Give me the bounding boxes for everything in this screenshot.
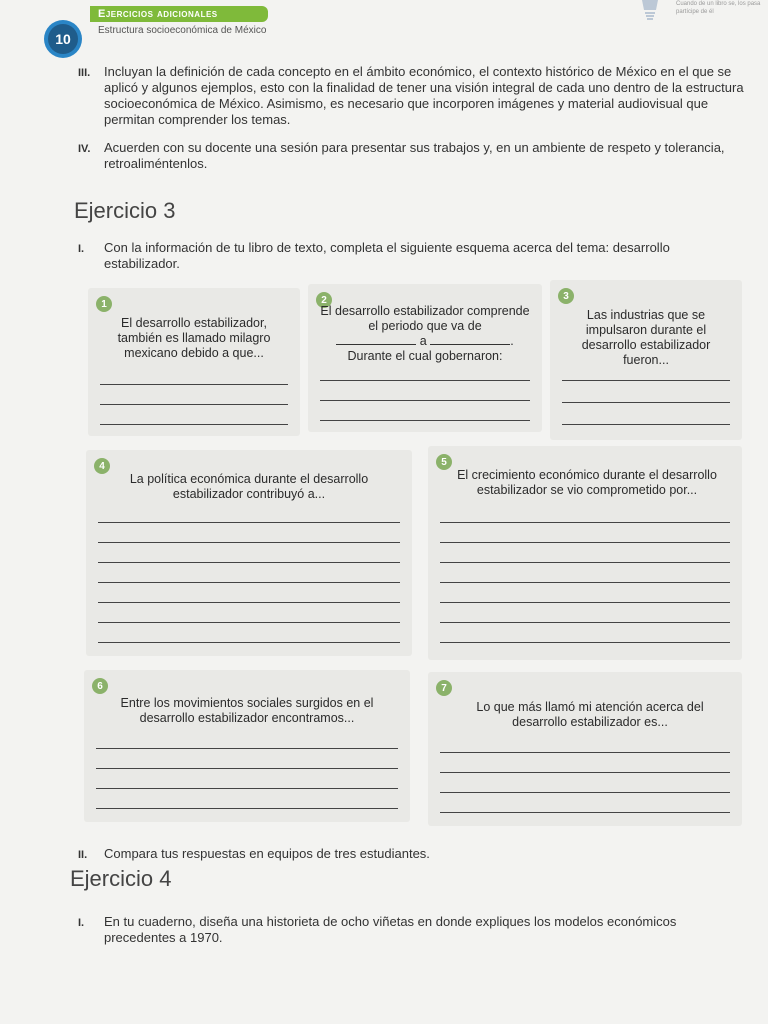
answer-line[interactable] xyxy=(100,404,288,405)
box-number: 7 xyxy=(436,680,452,696)
box-prompt: Entre los movimientos sociales surgidos en el desarrollo estabilizador encontramos... xyxy=(120,696,374,725)
instruction-text: Con la información de tu libro de texto, completa el siguiente esquema acerca del tema: desarrollo estabilizador. xyxy=(104,240,670,271)
answer-line[interactable] xyxy=(100,424,288,425)
answer-line[interactable] xyxy=(440,562,730,563)
answer-line[interactable] xyxy=(440,792,730,793)
instruction-iv xyxy=(78,140,748,172)
scheme-box-2 xyxy=(308,284,542,432)
answer-line[interactable] xyxy=(440,582,730,583)
answer-line[interactable] xyxy=(440,622,730,623)
answer-line[interactable] xyxy=(440,522,730,523)
answer-line[interactable] xyxy=(562,424,730,425)
scheme-box-3 xyxy=(550,280,742,440)
exercise-3-instruction xyxy=(78,240,748,272)
instruction-number: I. xyxy=(78,243,85,255)
answer-line[interactable] xyxy=(98,642,400,643)
box-number: 1 xyxy=(96,296,112,312)
section-subtitle: Estructura socioeconómica de México xyxy=(98,25,267,36)
exercise-3-instruction-2 xyxy=(78,846,748,862)
answer-line[interactable] xyxy=(440,642,730,643)
chapter-badge xyxy=(48,24,78,54)
instruction-number: IV. xyxy=(78,143,91,155)
instruction-iii xyxy=(78,64,748,128)
exercise-3-title: Ejercicio 3 xyxy=(74,198,176,223)
box-prompt-part-a: El desarrollo estabilizador comprende el periodo que va de xyxy=(320,304,530,333)
answer-line[interactable] xyxy=(98,622,400,623)
answer-line[interactable] xyxy=(98,582,400,583)
answer-line[interactable] xyxy=(320,380,530,381)
scheme-box-4 xyxy=(86,450,412,656)
scheme-box-5 xyxy=(428,446,742,660)
answer-line[interactable] xyxy=(96,768,398,769)
answer-line[interactable] xyxy=(320,420,530,421)
answer-line[interactable] xyxy=(98,522,400,523)
box-number: 3 xyxy=(558,288,574,304)
answer-line[interactable] xyxy=(440,752,730,753)
box-number: 2 xyxy=(316,292,332,308)
answer-line[interactable] xyxy=(440,812,730,813)
answer-line[interactable] xyxy=(96,748,398,749)
box-prompt: El desarrollo estabilizador, también es llamado milagro mexicano debido a que... xyxy=(117,316,271,360)
instruction-number: I. xyxy=(78,917,85,929)
exercise-4-instruction xyxy=(78,914,748,946)
box-prompt: La política económica durante el desarrollo estabilizador contribuyó a... xyxy=(129,472,369,501)
box-prompt-part-b: Durante el cual gobernaron: xyxy=(347,349,503,363)
answer-line[interactable] xyxy=(98,602,400,603)
corner-note: Cuando de un libro se, los pasa partícipe de él xyxy=(676,1,761,15)
chapter-number: 10 xyxy=(55,31,71,47)
box-prompt: Lo que más llamó mi atención acerca del desarrollo estabilizador es... xyxy=(476,700,704,729)
box-number: 5 xyxy=(436,454,452,470)
blank-end-year[interactable] xyxy=(430,334,510,345)
scheme-box-6 xyxy=(84,670,410,822)
lightbulb-icon xyxy=(636,0,664,22)
box-prompt: El desarrollo estabilizador comprende el periodo que va de a . Durante el cual gobernaron: xyxy=(320,304,530,363)
box-number: 4 xyxy=(94,458,110,474)
answer-line[interactable] xyxy=(98,542,400,543)
scheme-box-1 xyxy=(88,288,300,436)
answer-line[interactable] xyxy=(440,602,730,603)
section-label: Ejercicios adicionales xyxy=(98,8,218,20)
answer-line[interactable] xyxy=(440,542,730,543)
answer-line[interactable] xyxy=(96,808,398,809)
answer-line[interactable] xyxy=(562,380,730,381)
instruction-number: II. xyxy=(78,849,88,861)
instruction-number: III. xyxy=(78,67,91,79)
answer-line[interactable] xyxy=(96,788,398,789)
box-prompt: El crecimiento económico durante el desarrollo estabilizador se vio comprometido por... xyxy=(457,468,717,497)
exercise-4-title: Ejercicio 4 xyxy=(70,866,172,891)
answer-line[interactable] xyxy=(98,562,400,563)
section-banner xyxy=(90,6,268,22)
box-number: 6 xyxy=(92,678,108,694)
answer-line[interactable] xyxy=(100,384,288,385)
box-prompt-connector: a xyxy=(419,334,427,348)
instruction-text: Compara tus respuestas en equipos de tres estudiantes. xyxy=(104,846,430,861)
instruction-text: En tu cuaderno, diseña una historieta de ocho viñetas en donde expliques los modelos económicos precedentes a 1970. xyxy=(104,914,677,945)
box-prompt: Las industrias que se impulsaron durante el desarrollo estabilizador fueron... xyxy=(581,308,711,367)
answer-line[interactable] xyxy=(320,400,530,401)
answer-line[interactable] xyxy=(562,402,730,403)
instruction-text: Acuerden con su docente una sesión para presentar sus trabajos y, en un ambiente de respeto y tolerancia, retroaliméntenlos. xyxy=(104,140,725,171)
answer-line[interactable] xyxy=(440,772,730,773)
blank-start-year[interactable] xyxy=(336,334,416,345)
scheme-box-7 xyxy=(428,672,742,826)
instruction-text: Incluyan la definición de cada concepto en el ámbito económico, el contexto histórico de México en el que se aplicó y algunos ejemplos, esto con la finalidad de tener una visión integral de cada uno dentro de la estructura socioeconómica de México. Asimismo, es necesario que incorporen imágenes y material audiovisual que permitan comprender los temas. xyxy=(104,64,744,127)
